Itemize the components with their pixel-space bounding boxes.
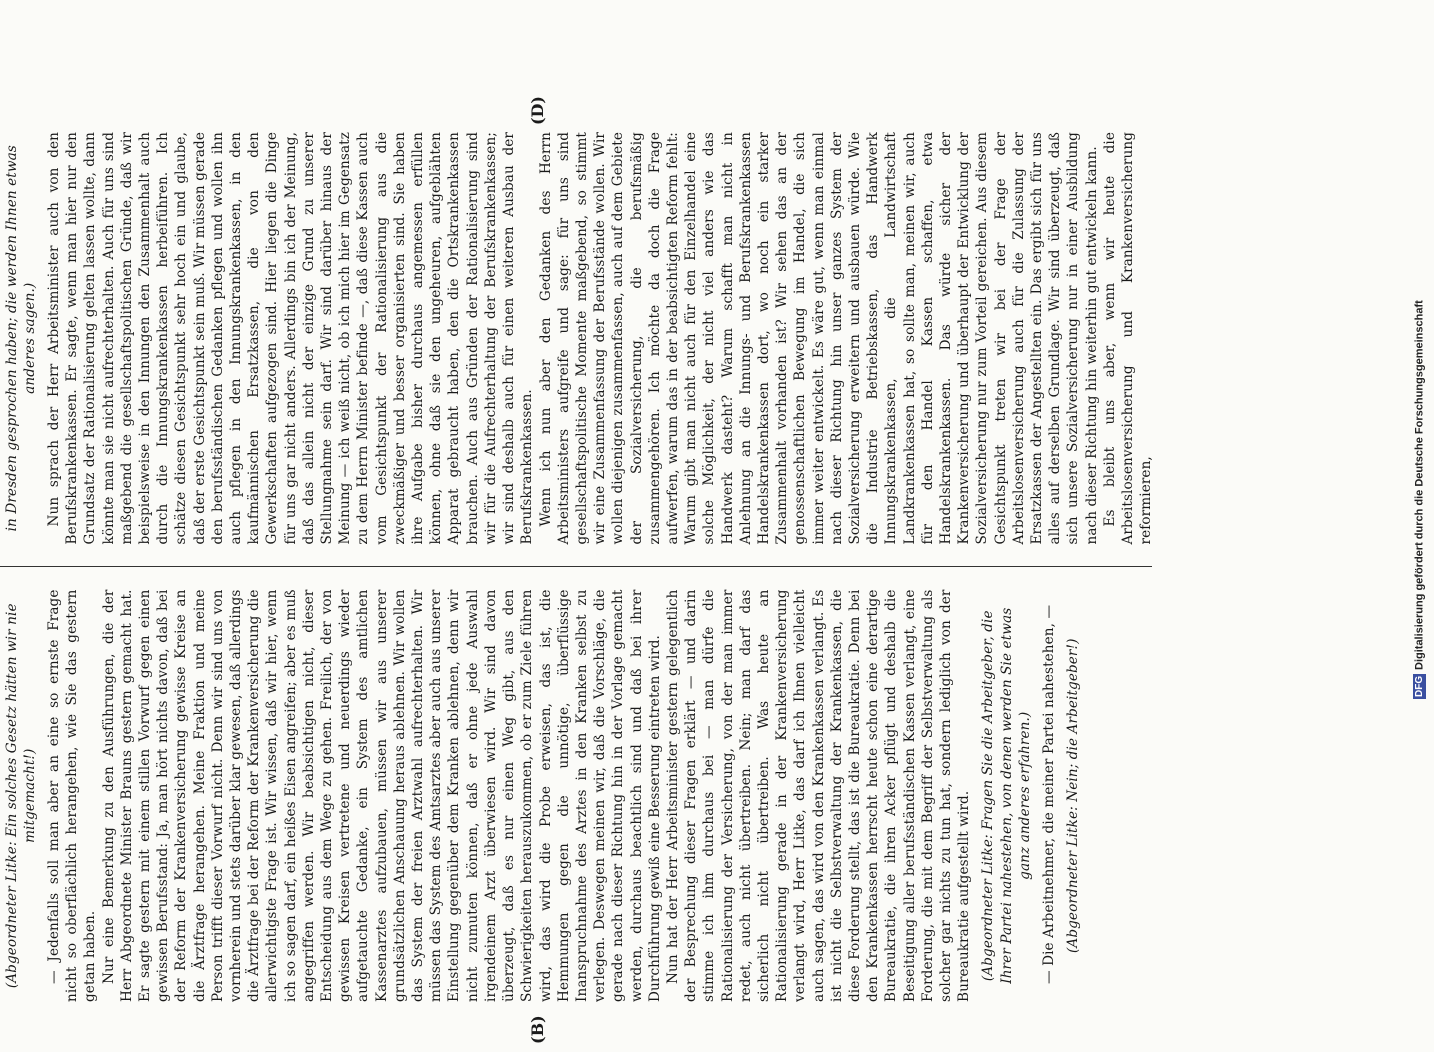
- digitization-note: [1413, 0, 1426, 1000]
- paragraph: Wenn ich nun aber den Gedanken des Herrn Arbeitsministers aufgreife und sage: für uns sind gesellschaftspolitische Momente maßgebend, so stimmt wir eine Zusammenfassung der Berufsstände wollen. Wir wollen diejenigen zusammenfassen, auch auf dem Gebiete der Sozialversicherung, die berufsmäßig zusammengehören. Ich möchte da doch die Frage aufwerfen, warum das in der beabsichtigten Reform fehlt: Warum gibt man nicht auch für den Einzelhandel eine solche Möglichkeit, der nicht viel anders wie das Handwerk dasteht? Warum schafft man nicht in Anlehnung an die Innungs- und Berufskrankenkassen Handelskrankenkassen dort, wo noch ein starker Zusammenhalt vorhanden ist? Wir sehen das an der genossenschaftlichen Bewegung im Handel, die sich immer weiter entwickelt. Es wäre gut, wenn man einmal nach dieser Richtung hin unser ganzes System der Sozialversicherung erweitern und ausbauen würde. Wie die Industrie Betriebskassen, das Handwerk Innungskrankenkassen, die Landwirtschaft Landkrankenkassen hat, so sollte man, meinen wir, auch für den Handel Kassen schaffen, etwa Handelskrankenkassen. Das würde sicher der Krankenversicherung und überhaupt der Entwicklung der Sozialversicherung nur zum Vorteil gereichen. Aus diesem Gesichtspunkt treten wir bei der Frage der Arbeitslosenversicherung auch für die Zulassung der Ersatzkassen der Angestellten ein. Das ergibt sich für uns alles auf derselben Grundlage. Wir sind überzeugt, daß sich unsere Sozialversicherung nur in einer Ausbildung nach dieser Richtung hin weiterhin gut entwickeln kann.: [537, 132, 1100, 545]
- paragraph: — Die Arbeitnehmer, die meiner Partei nahestehen, —: [1040, 604, 1057, 984]
- paragraph: Es bleibt uns aber, wenn wir heute die Arbeitslosenversicherung und Krankenversicherung reformieren,: [1101, 132, 1155, 545]
- margin-marker-d: (D): [528, 96, 547, 126]
- interjection: (Abgeordneter Litke: Nein; die Arbeitgeber!): [1065, 638, 1082, 953]
- digitization-text: Digitalisierung gefördert durch die Deutsche Forschungsgemeinschaft: [1413, 300, 1426, 671]
- right-column: [0, 132, 1155, 545]
- margin-marker-b: (B): [528, 1015, 547, 1044]
- document-page: [0, 92, 1155, 1052]
- interjection: (Abgeordneter Litke: Ein solches Gesetz hätten wir nie mitgemacht!): [3, 603, 38, 989]
- paragraph: Nun hat der Herr Arbeitsminister gestern gelegentlich der Besprechung dieser Fragen erklärt — und darin stimme ich ihm durchaus bei — man dürfe die Rationalisierung der Versicherung, von der man immer redet, auch nicht übertreiben. Nein; man darf das sicherlich nicht übertreiben. Was heute an Rationalisierung gerade in der Krankenversicherung verlangt wird, Herr Litke, das darf ich Ihnen vielleicht auch sagen, das wird von den Krankenkassen verlangt. Es ist nicht die Selbstverwaltung der Krankenkassen, die diese Forderung stellt, das ist die Bureaukratie. Denn bei den Krankenkassen herrscht heute schon eine derartige Bureaukratie, die ihren Acker pflügt und deshalb die Beseitigung aller berufsständischen Kassen verlangt, eine Forderung, die mit dem Begriff der Selbstverwaltung als solcher gar nichts zu tun hat, sondern lediglich von der Bureaukratie aufgestellt wird.: [664, 589, 973, 1002]
- left-column: [0, 590, 1152, 1003]
- interjection: in Dresden gesprochen haben; die werden Ihnen etwas anderes sagen.): [3, 145, 38, 532]
- paragraph: Nun sprach der Herr Arbeitsminister auch von den Berufskrankenkassen. Er sagte, wenn man hier nur den Grundsatz der Rationalisierung gelten lassen wollte, dann könnte man sie nicht aufrechterhalten. Auch für uns sind maßgebend die gesellschaftspolitischen Gründe, daß wir beispielsweise in den Innungen den Zusammenhalt auch durch die Innungskrankenkassen herbeiführen. Ich schätze diesen Gesichtspunkt sehr hoch ein und glaube, daß der erste Gesichtspunkt sein muß. Wir müssen gerade den berufsständischen Gedanken pflegen und wollen ihn auch pflegen in den Innungskrankenkassen, in den kaufmännischen Ersatzkassen, die von den Gewerkschaften aufgezogen sind. Hier liegen die Dinge für uns gar nicht anders. Allerdings bin ich der Meinung, daß das allein nicht der einzige Grund zu unserer Stellungnahme sein darf. Wir sind darüber hinaus der Meinung — ich weiß nicht, ob ich mich hier im Gegensatz zu dem Herrn Minister befinde —, daß diese Kassen auch vom Gesichtspunkt der Rationalisierung aus die zweckmäßiger und besser organisierten sind. Sie haben ihre Aufgabe bisher durchaus angemessen erfüllen können, ohne daß sie den ungeheuren, aufgeblähten Apparat gebraucht haben, den die Ortskrankenkassen brauchen. Auch aus Gründen der Rationalisierung sind wir für die Aufrechterhaltung der Berufskrankenkassen; wir sind deshalb auch für einen weiteren Ausbau der Berufskrankenkassen.: [46, 132, 536, 545]
- column-divider: [0, 567, 1152, 568]
- paragraph: — Jedenfalls soll man aber an eine so ernste Frage nicht so oberflächlich herangehen, wie Sie das gestern getan haben.: [46, 589, 99, 1002]
- interjection: (Abgeordneter Litke: Fragen Sie die Arbeitgeber, die Ihrer Partei nahestehen, von denen werden Sie etwas ganz anderes erfahren.): [980, 607, 1033, 984]
- paragraph: Nur eine Bemerkung zu den Ausführungen, die der Herr Abgeordnete Minister Brauns gestern gemacht hat. Er sagte gestern mit einem stillen Vorwurf gegen einen gewissen Berufsstand: Ja, man hört nichts davon, daß bei der Reform der Krankenversicherung gewisse Kreise an die Ärztfrage herangehen. Meine Fraktion und meine Person trifft dieser Vorwurf nicht. Denn wir sind uns von vornherein und stets darüber klar gewesen, daß allerdings die Ärztfrage bei der Reform der Krankenversicherung die allerwichtigste Frage ist. Wir wissen, daß wir hier, wenn ich so sagen darf, ein heißes Eisen angreifen; aber es muß angegriffen werden. Wir beabsichtigen nicht, dieser Entscheidung aus dem Wege zu gehen. Freilich, der von gewissen Kreisen vertretene und neuerdings wieder aufgetauchte Gedanke, ein System des amtlichen Kassenarztes aufzubauen, müssen wir aus unserer grundsätzlichen Anschauung heraus ablehnen. Wir wollen das System der freien Arztwahl aufrechterhalten. Wir müssen das System des Amtsarztes aber auch aus unserer Einstellung gegenüber dem Kranken ablehnen, denn wir nicht zumuten können, daß er ohne jede Auswahl irgendeinem Arzt überwiesen wird. Wir sind davon überzeugt, daß es nur einen Weg gibt, aus den Schwierigkeiten herauszukommen, ob er zum Ziele führen wird, das wird die Probe erweisen, das ist, die Hemmungen gegen die unnötige, überflüssige Inanspruchnahme des Arztes in den Kranken selbst zu verlegen. Deswegen meinen wir, daß die Vorschläge, die gerade nach dieser Richtung hin in der Vorlage gemacht werden, durchaus beachtlich sind und daß bei ihrer Durchführung gewiß eine Besserung eintreten wird.: [100, 589, 663, 1002]
- dfg-logo: DFG: [1414, 676, 1425, 698]
